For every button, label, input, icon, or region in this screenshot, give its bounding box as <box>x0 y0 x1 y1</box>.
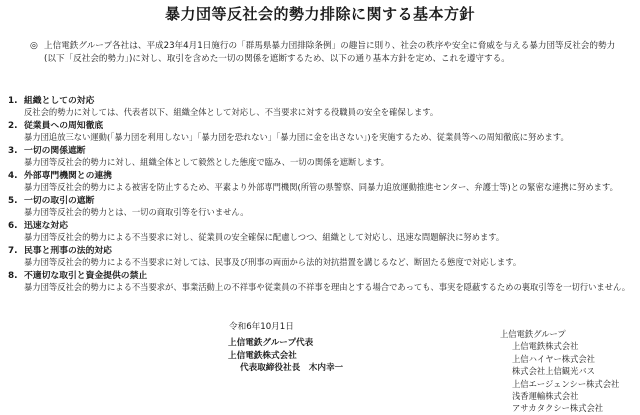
section-heading <box>8 96 633 107</box>
bullet-icon: ◎ <box>30 41 38 51</box>
section-number: 5. <box>8 196 18 206</box>
section-heading <box>8 196 633 207</box>
section-body: 暴力団等反社会的勢力に対し、組織全体として毅然とした態度で臨み、一切の関係を遮断します。 <box>24 157 389 167</box>
section-heading <box>8 121 633 132</box>
company-item: 浅香運輸株式会社 <box>512 391 579 402</box>
signatory-company: 上信電鉄株式会社 <box>228 350 297 361</box>
company-item: 上信エージェンシー株式会社 <box>512 378 620 389</box>
company-item: アサカタクシー株式会社 <box>512 403 604 414</box>
section-title: 従業員への周知徹底 <box>24 121 104 131</box>
company-item: 上信ハイヤー株式会社 <box>512 353 595 364</box>
policy-section-8 <box>8 271 633 293</box>
section-title: 迅速な対応 <box>24 221 68 231</box>
policy-section-1 <box>8 96 633 118</box>
intro-paragraph <box>30 40 620 65</box>
policy-section-4 <box>8 171 633 193</box>
section-number: 4. <box>8 171 18 181</box>
policy-section-5 <box>8 196 633 218</box>
company-item: 株式会社上信観光バス <box>512 366 595 377</box>
section-body: 暴力団等反社会的勢力による不当要求に対し、従業員の安全確保に配慮しつつ、組織として対応し、迅速な問題解決に努めます。 <box>24 232 505 242</box>
section-title: 一切の関係遮断 <box>24 146 86 156</box>
group-companies-list <box>500 328 640 415</box>
section-body: 暴力団等反社会的勢力とは、一切の商取引等を行いません。 <box>24 207 249 217</box>
policy-sections <box>8 96 633 296</box>
section-number: 3. <box>8 146 18 156</box>
section-heading <box>8 246 633 257</box>
section-heading <box>8 171 633 182</box>
section-heading <box>8 221 633 232</box>
intro-text: 上信電鉄グループ各社は、平成23年4月1日施行の「群馬県暴力団排除条例」の趣旨に則り、社会の秩序や安全に脅威を与える暴力団等反社会的勢力(以下「反社会的勢力」)に対し、取引を含めた一切の関係を遮断するため、以下の通り基本方針を定め、これを遵守する。 <box>44 41 616 64</box>
section-number: 7. <box>8 246 18 256</box>
group-name: 上信電鉄グループ <box>500 329 566 339</box>
section-body: 暴力団等反社会的勢力による不当要求に対しては、民事及び刑事の両面から法的対抗措置を講じるなど、断固たる態度で対応します。 <box>24 257 522 267</box>
section-body: 暴力団追放三ない運動(「暴力団を利用しない」「暴力団を恐れない」「暴力団に金を出さない」)を実施するため、従業員等への周知徹底に努めます。 <box>24 132 569 142</box>
policy-section-6 <box>8 221 633 243</box>
section-title: 外部専門機関との連携 <box>24 171 112 181</box>
section-heading <box>8 271 633 282</box>
company-item: 上信電鉄株式会社 <box>512 341 579 352</box>
signatory-block <box>228 337 343 375</box>
policy-section-2 <box>8 121 633 143</box>
section-body: 反社会的勢力に対しては、代表者以下、組織全体として対応し、不当要求に対する役職員の安全を確保します。 <box>24 107 439 117</box>
section-title: 民事と刑事の法的対応 <box>24 246 112 256</box>
page-title: 暴力団等反社会的勢力排除に関する基本方針 <box>164 5 475 23</box>
section-body: 暴力団等反社会的勢力による被害を防止するため、平素より外部専門機関(所管の県警察、同暴力追放運動推進センター、弁護士等)との緊密な連携に努めます。 <box>24 182 618 192</box>
section-heading <box>8 146 633 157</box>
policy-section-7 <box>8 246 633 268</box>
section-number: 1. <box>8 96 18 106</box>
section-number: 8. <box>8 271 18 281</box>
signatory-president: 代表取締役社長 木内幸一 <box>240 363 344 373</box>
signatory-group-rep: 上信電鉄グループ代表 <box>228 338 314 348</box>
section-title: 一切の取引の遮断 <box>24 196 95 206</box>
section-title: 組織としての対応 <box>24 96 95 106</box>
policy-section-3 <box>8 146 633 168</box>
section-number: 6. <box>8 221 18 231</box>
section-title: 不適切な取引と資金提供の禁止 <box>24 271 148 281</box>
issue-date: 令和6年10月1日 <box>229 322 294 332</box>
section-number: 2. <box>8 121 18 131</box>
section-body: 暴力団等反社会的勢力による不当要求が、事業活動上の不祥事や従業員の不祥事を理由とする場合であっても、事実を隠蔽するための裏取引等を一切行いません。 <box>24 282 631 292</box>
